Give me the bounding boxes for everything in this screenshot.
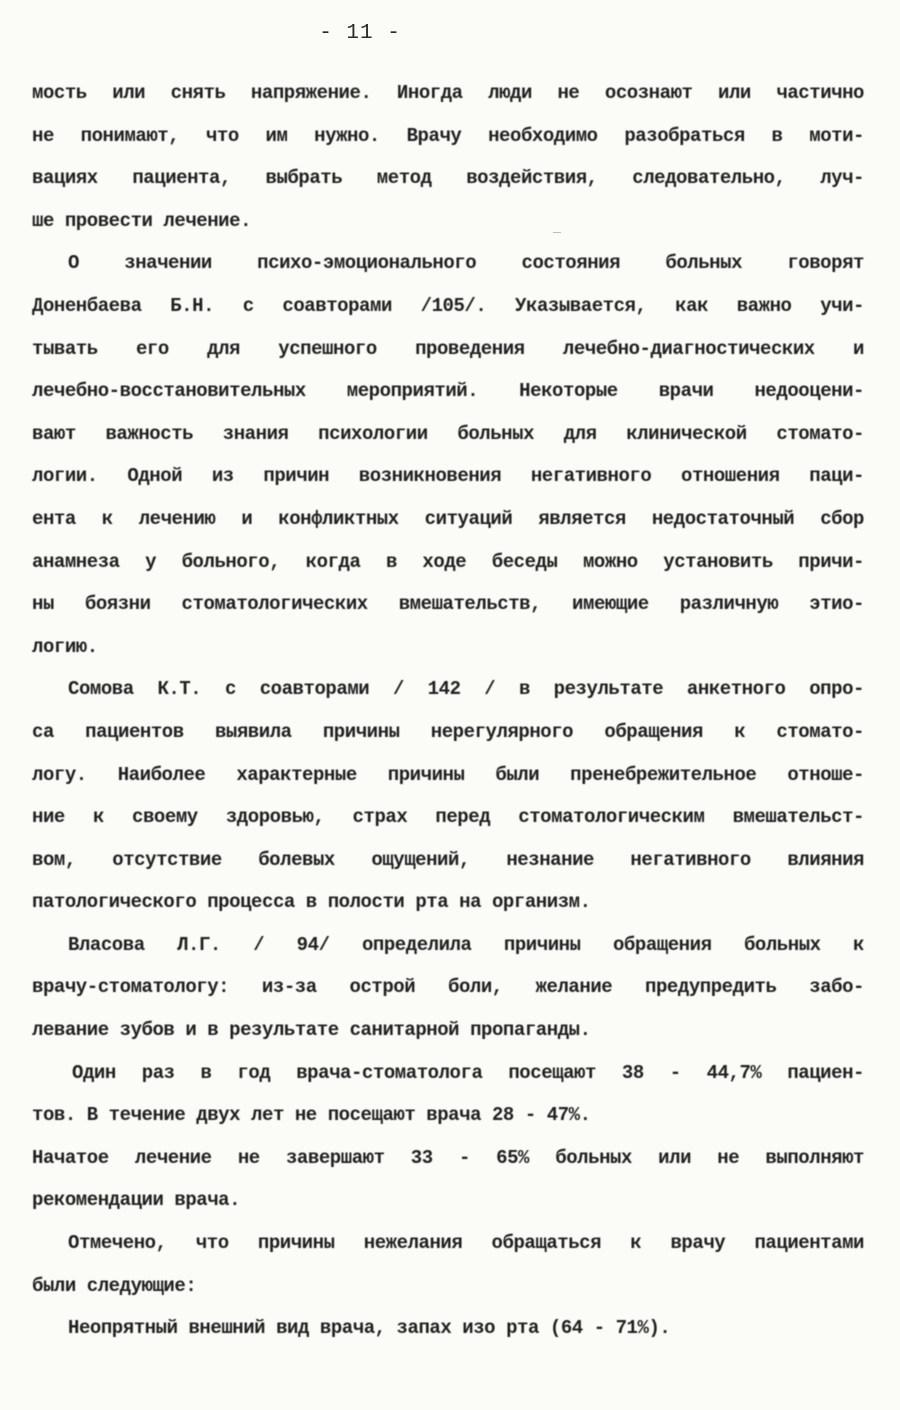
- text-line: тывать его для успешного проведения лечебно-диагностических и: [32, 337, 864, 360]
- text-line: вациях пациента, выбрать метод воздействия, следовательно, луч-: [32, 167, 864, 190]
- text-line: левание зубов и в результате санитарной пропаганды.: [32, 1019, 591, 1042]
- paragraph-first-line: Сомова К.Т. с соавторами / 142 / в результате анкетного опро-: [68, 678, 864, 701]
- text-line: са пациентов выявила причины нерегулярного обращения к стомато-: [32, 720, 864, 743]
- paragraph-first-line: О значении психо-эмоционального состояния больных говорят: [68, 252, 864, 275]
- text-line: мость или снять напряжение. Иногда люди не осознают или частично: [32, 82, 864, 104]
- text-line: Начатое лечение не завершают 33 - 65% больных или не выполняют: [32, 1146, 864, 1169]
- text-line: ние к своему здоровью, страх перед стоматологическим вмешательст-: [32, 806, 864, 829]
- text-line: тов. В течение двух лет не посещают врача 28 - 47%.: [32, 1104, 591, 1127]
- text-line: рекомендации врача.: [32, 1189, 241, 1212]
- text-line: ше провести лечение.: [32, 209, 252, 232]
- text-line: ны боязни стоматологических вмешательств, имеющие различную этио-: [32, 593, 864, 616]
- text-line: были следующие:: [32, 1274, 197, 1297]
- text-line: врачу-стоматологу: из-за острой боли, желание предупредить забо-: [32, 976, 864, 999]
- text-line: анамнеза у больного, когда в ходе беседы можно установить причи-: [32, 550, 864, 573]
- page-number: - 11 -: [319, 22, 401, 45]
- text-line: вом, отсутствие болевых ощущений, незнание негативного влияния: [32, 848, 864, 871]
- paragraph-first-line: Неопрятный внешний вид врача, запах изо рта (64 - 71%).: [68, 1317, 671, 1340]
- body-text: [32, 72, 864, 1350]
- text-line: логу. Наиболее характерные причины были пренебрежительное отноше-: [32, 763, 864, 786]
- text-line: не понимают, что им нужно. Врачу необходимо разобраться в моти-: [32, 124, 864, 147]
- paragraph-first-line: Один раз в год врача-стоматолога посещают 38 - 44,7% пациен-: [72, 1061, 864, 1084]
- text-line: вают важность знания психологии больных для клинической стомато-: [32, 422, 864, 445]
- text-line: логию.: [32, 635, 98, 658]
- text-line: Доненбаева Б.Н. с соавторами /105/. Указывается, как важно учи-: [32, 294, 864, 317]
- paragraph-first-line: Власова Л.Г. / 94/ определила причины обращения больных к: [68, 933, 864, 956]
- text-line: ента к лечению и конфликтных ситуаций является недостаточный сбор: [32, 507, 864, 530]
- text-line: логии. Одной из причин возникновения негативного отношения паци-: [32, 465, 864, 488]
- text-line: лечебно-восстановительных мероприятий. Некоторые врачи недооцени-: [32, 380, 864, 403]
- paragraph-first-line: Отмечено, что причины нежелания обращаться к врачу пациентами: [68, 1232, 864, 1255]
- text-line: патологического процесса в полости рта на организм.: [32, 891, 591, 914]
